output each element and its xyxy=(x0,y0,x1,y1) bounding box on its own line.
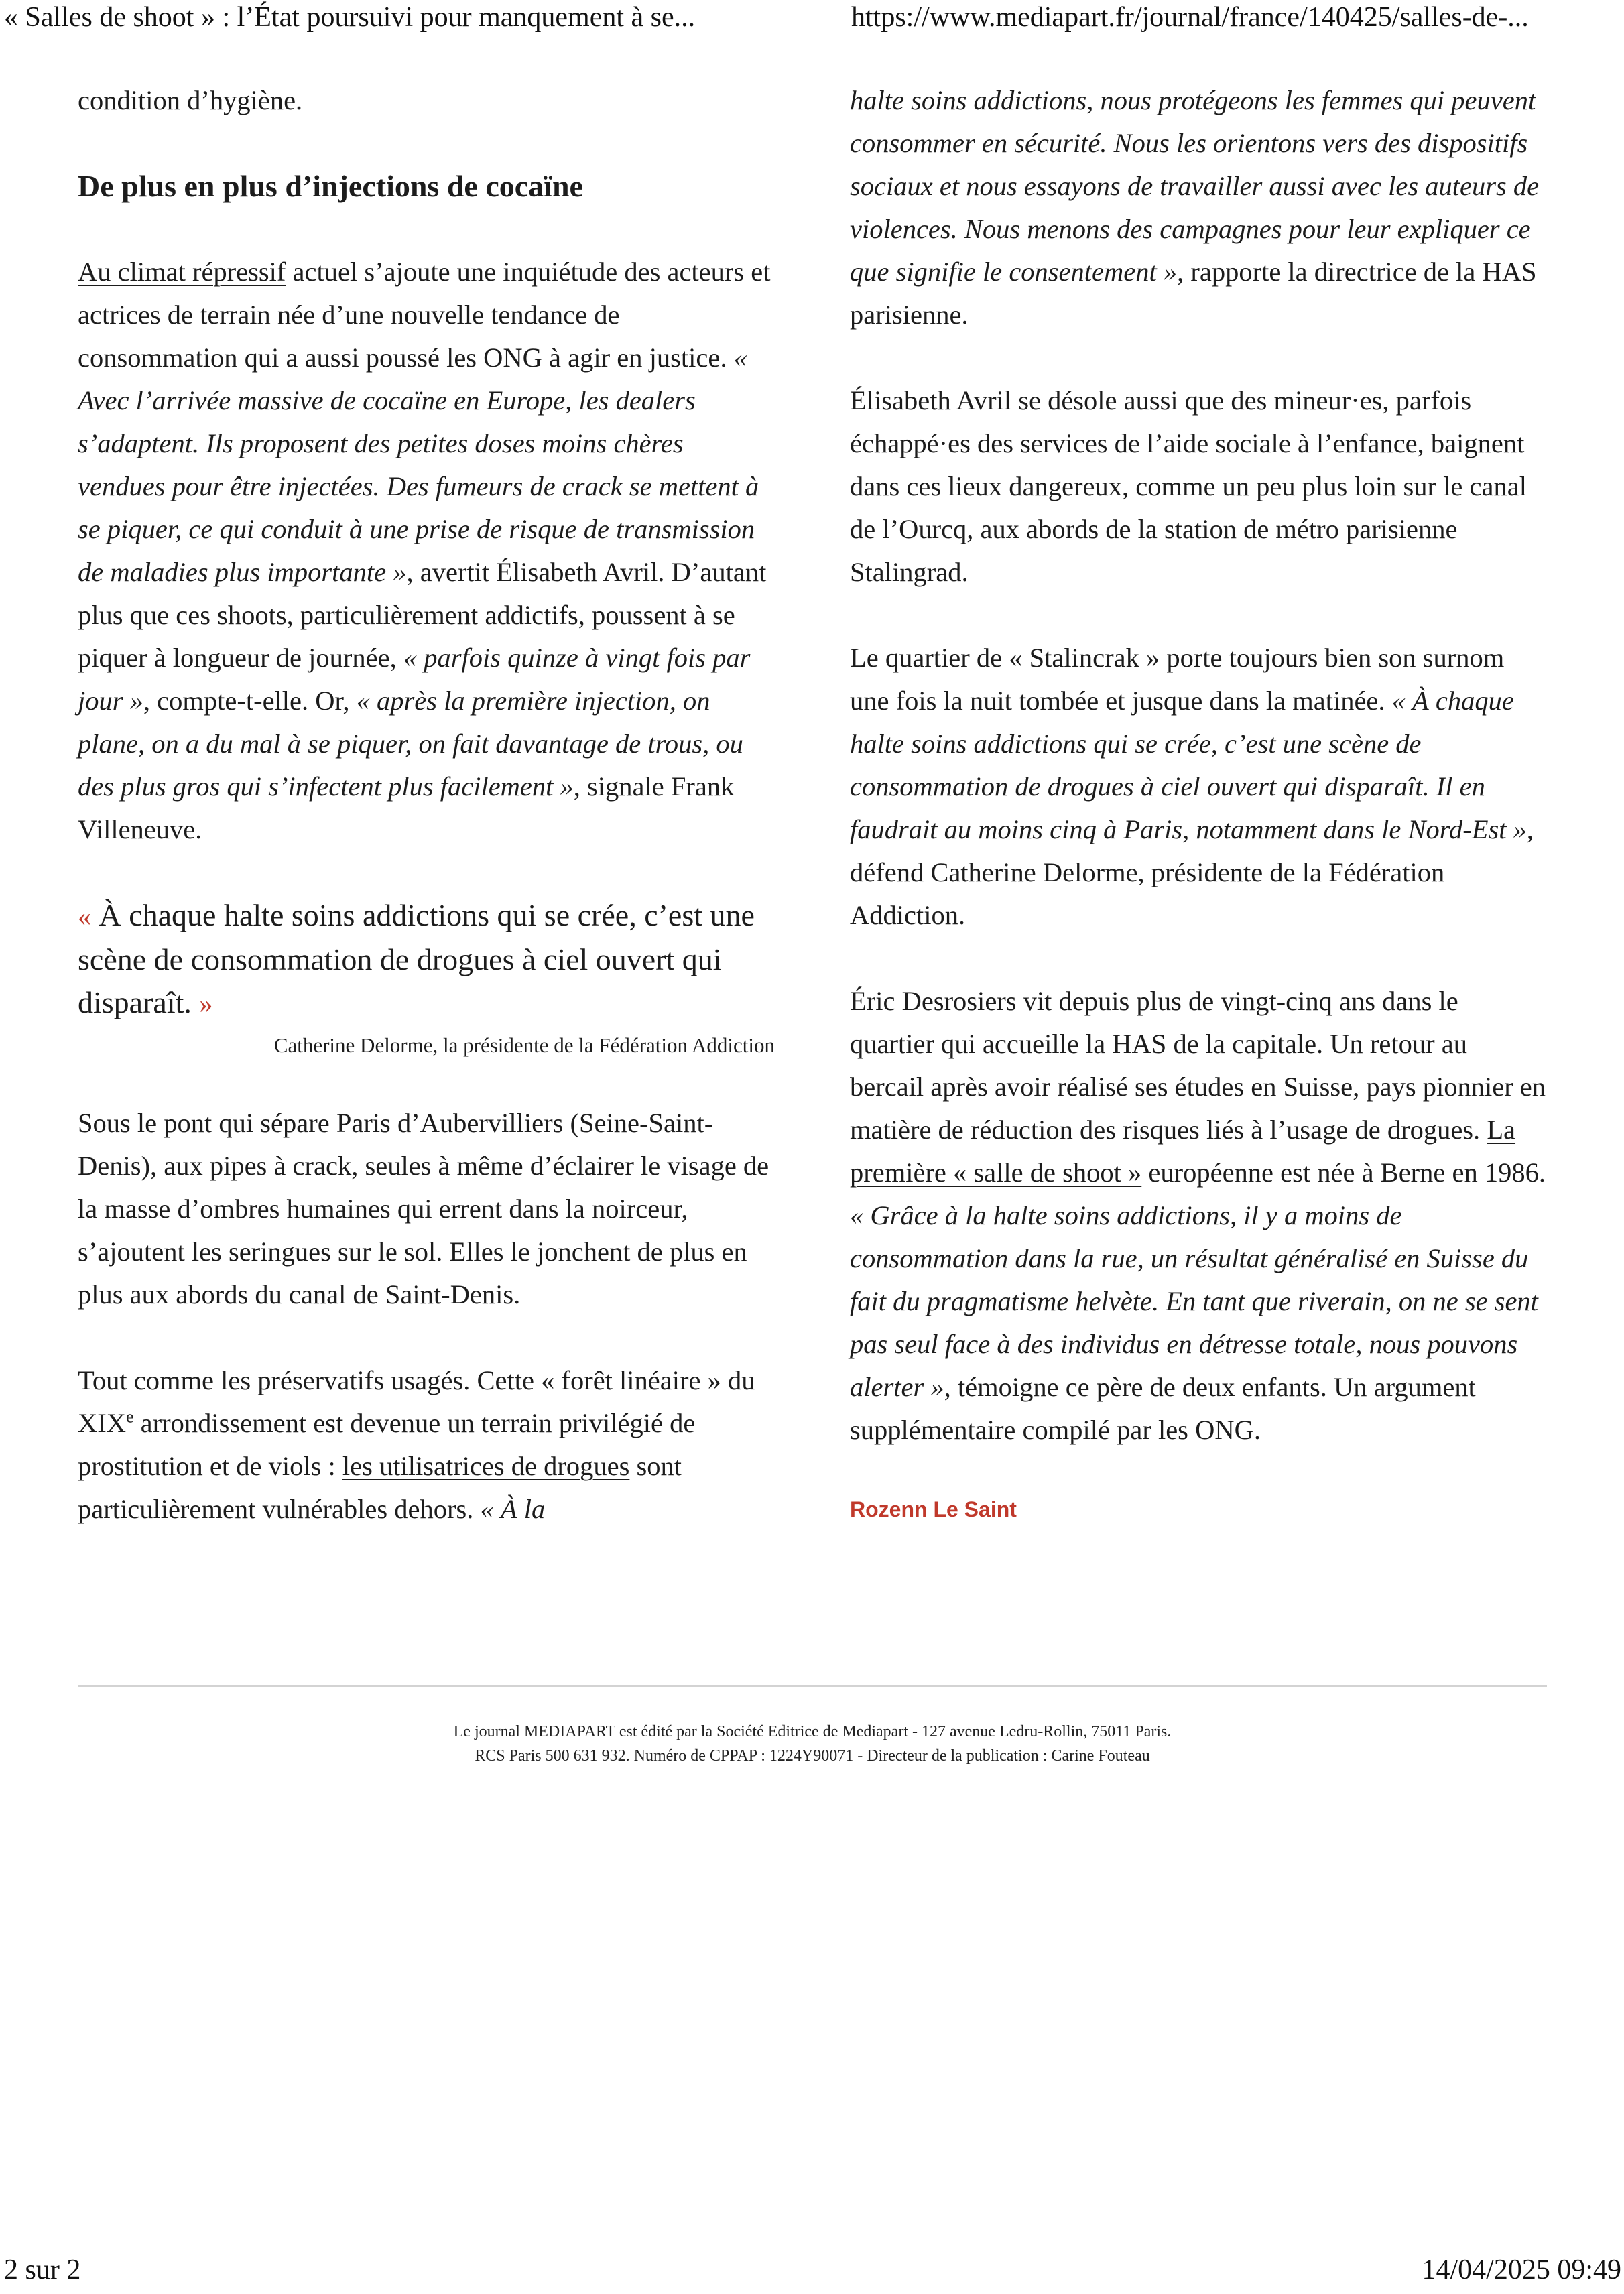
pull-quote-attribution: Catherine Delorme, la présidente de la Fédération Addiction xyxy=(273,1033,775,1057)
paragraph: Au climat répressif actuel s’ajoute une inquiétude des acteurs et actrices de terrain née d’une nouvelle tendance de consommation qui a aussi poussé les ONG à agir en justice. « Avec l’arrivée massive de cocaïne en Europe, les dealers s’adaptent. Ils proposent des petites doses moins chères vendues pour être injectées. Des fumeurs de crack se mettent à se piquer, ce qui conduit à une prise de risque de transmission de maladies plus importante », avertit Élisabeth Avril. D’autant plus que ces shoots, particulièrement addictifs, poussent à se piquer à longueur de journée, « parfois quinze à vingt fois par jour », compte-t-elle. Or, « après la première injection, on plane, on a du mal à se piquer, on fait davantage de trous, ou des plus gros qui s’infectent plus facilement », signale Frank Villeneuve. xyxy=(78,257,771,844)
pull-quote-text: « À chaque halte soins addictions qui se crée, c’est une scène de consommation de drogues à ciel ouvert qui disparaît. » xyxy=(78,898,755,1019)
article-column-right xyxy=(850,79,1547,1531)
link-utilisatrices-de-drogues[interactable]: les utilisatrices de drogues xyxy=(342,1451,630,1481)
footer-line: RCS Paris 500 631 932. Numéro de CPPAP : 1224Y90071 - Directeur de la publication : Carine Fouteau xyxy=(475,1747,1150,1765)
paragraph: Tout comme les préservatifs usagés. Cette « forêt linéaire » du XIXe arrondissement est devenue un terrain privilégié de prostitution et de viols : les utilisatrices de drogues sont particulièrement vulnérables dehors. « À la xyxy=(78,1365,755,1524)
quote-inline: « après la première injection, on plane, on a du mal à se piquer, on fait davantage de trous, ou des plus gros qui s’infectent plus facilement » xyxy=(78,686,743,802)
quote-inline: « À la xyxy=(480,1494,546,1524)
quote-inline: « Grâce à la halte soins addictions, il y a moins de consommation dans la rue, un résultat généralisé en Suisse du fait du pragmatisme helvète. En tant que riverain, on ne se sent pas seul face à des individus en détresse totale, nous pouvons alerter » xyxy=(850,1200,1538,1402)
print-page-url: https://www.mediapart.fr/journal/france/140425/salles-de-... xyxy=(851,2,1529,33)
article-column-left xyxy=(78,79,775,1574)
print-page-number: 2 sur 2 xyxy=(4,2254,81,2285)
link-climat-repressif[interactable]: Au climat répressif xyxy=(78,257,286,287)
print-footer xyxy=(0,2254,1624,2294)
quote-inline: halte soins addictions, nous protégeons les femmes qui peuvent consommer en sécurité. Nous les orientons vers des dispositifs sociaux et nous essayons de travailler aussi avec les auteurs de violences. Nous menons des campagnes pour leur expliquer ce que signifie le consentement » xyxy=(850,85,1540,287)
paragraph: condition d’hygiène. xyxy=(78,85,303,115)
site-footer xyxy=(78,1720,1547,1768)
paragraph: Sous le pont qui sépare Paris d’Aubervilliers (Seine-Saint-Denis), aux pipes à crack, seules à même d’éclairer le visage de la masse d’ombres humaines qui errent dans la noirceur, s’ajoutent les seringues sur le sol. Elles le jonchent de plus en plus aux abords du canal de Saint-Denis. xyxy=(78,1108,769,1310)
pull-quote xyxy=(78,894,775,1059)
quote-inline: « parfois quinze à vingt fois par jour » xyxy=(78,643,751,716)
paragraph: Le quartier de « Stalincrak » porte toujours bien son surnom une fois la nuit tombée et jusque dans la matinée. « À chaque halte soins addictions qui se crée, c’est une scène de consommation de drogues à ciel ouvert qui disparaît. Il en faudrait au moins cinq à Paris, notamment dans le Nord-Est », défend Catherine Delorme, présidente de la Fédération Addiction. xyxy=(850,643,1534,930)
quote-open-mark: « xyxy=(78,901,91,932)
quote-inline: « Avec l’arrivée massive de cocaïne en Europe, les dealers s’adaptent. Ils proposent des petites doses moins chères vendues pour être injectées. Des fumeurs de crack se mettent à se piquer, ce qui conduit à une prise de risque de transmission de maladies plus importante » xyxy=(78,342,759,587)
section-heading: De plus en plus d’injections de cocaïne xyxy=(78,169,583,203)
footer-divider xyxy=(78,1685,1547,1687)
print-header xyxy=(0,0,1624,40)
paragraph: Éric Desrosiers vit depuis plus de vingt-cinq ans dans le quartier qui accueille la HAS de la capitale. Un retour au bercail après avoir réalisé ses études en Suisse, pays pionnier en matière de réduction des risques liés à l’usage de drogues. La première « salle de shoot » européenne est née à Berne en 1986. « Grâce à la halte soins addictions, il y a moins de consommation dans la rue, un résultat généralisé en Suisse du fait du pragmatisme helvète. En tant que riverain, on ne se sent pas seul face à des individus en détresse totale, nous pouvons alerter », témoigne ce père de deux enfants. Un argument supplémentaire compilé par les ONG. xyxy=(850,986,1546,1445)
quote-inline: « À chaque halte soins addictions qui se crée, c’est une scène de consommation de drogues à ciel ouvert qui disparaît. Il en faudrait au moins cinq à Paris, notamment dans le Nord-Est » xyxy=(850,686,1527,844)
link-premiere-salle-de-shoot[interactable]: La première « salle de shoot » xyxy=(850,1114,1516,1188)
print-datetime: 14/04/2025 09:49 xyxy=(1422,2254,1621,2285)
paragraph: Élisabeth Avril se désole aussi que des mineur·es, parfois échappé·es des services de l’aide sociale à l’enfance, baignent dans ces lieux dangereux, comme un peu plus loin sur le canal de l’Ourcq, aux abords de la station de métro parisienne Stalingrad. xyxy=(850,385,1527,587)
quote-close-mark: » xyxy=(199,989,213,1019)
footer-line: Le journal MEDIAPART est édité par la Société Editrice de Mediapart - 127 avenue Ledru-Rollin, 75011 Paris. xyxy=(453,1723,1172,1740)
author-name[interactable]: Rozenn Le Saint xyxy=(850,1497,1017,1521)
print-page-title: « Salles de shoot » : l’État poursuivi pour manquement à se... xyxy=(4,2,696,33)
paragraph: halte soins addictions, nous protégeons les femmes qui peuvent consommer en sécurité. Nous les orientons vers des dispositifs sociaux et nous essayons de travailler aussi avec les auteurs de violences. Nous menons des campagnes pour leur expliquer ce que signifie le consentement », rapporte la directrice de la HAS parisienne. xyxy=(850,85,1540,330)
